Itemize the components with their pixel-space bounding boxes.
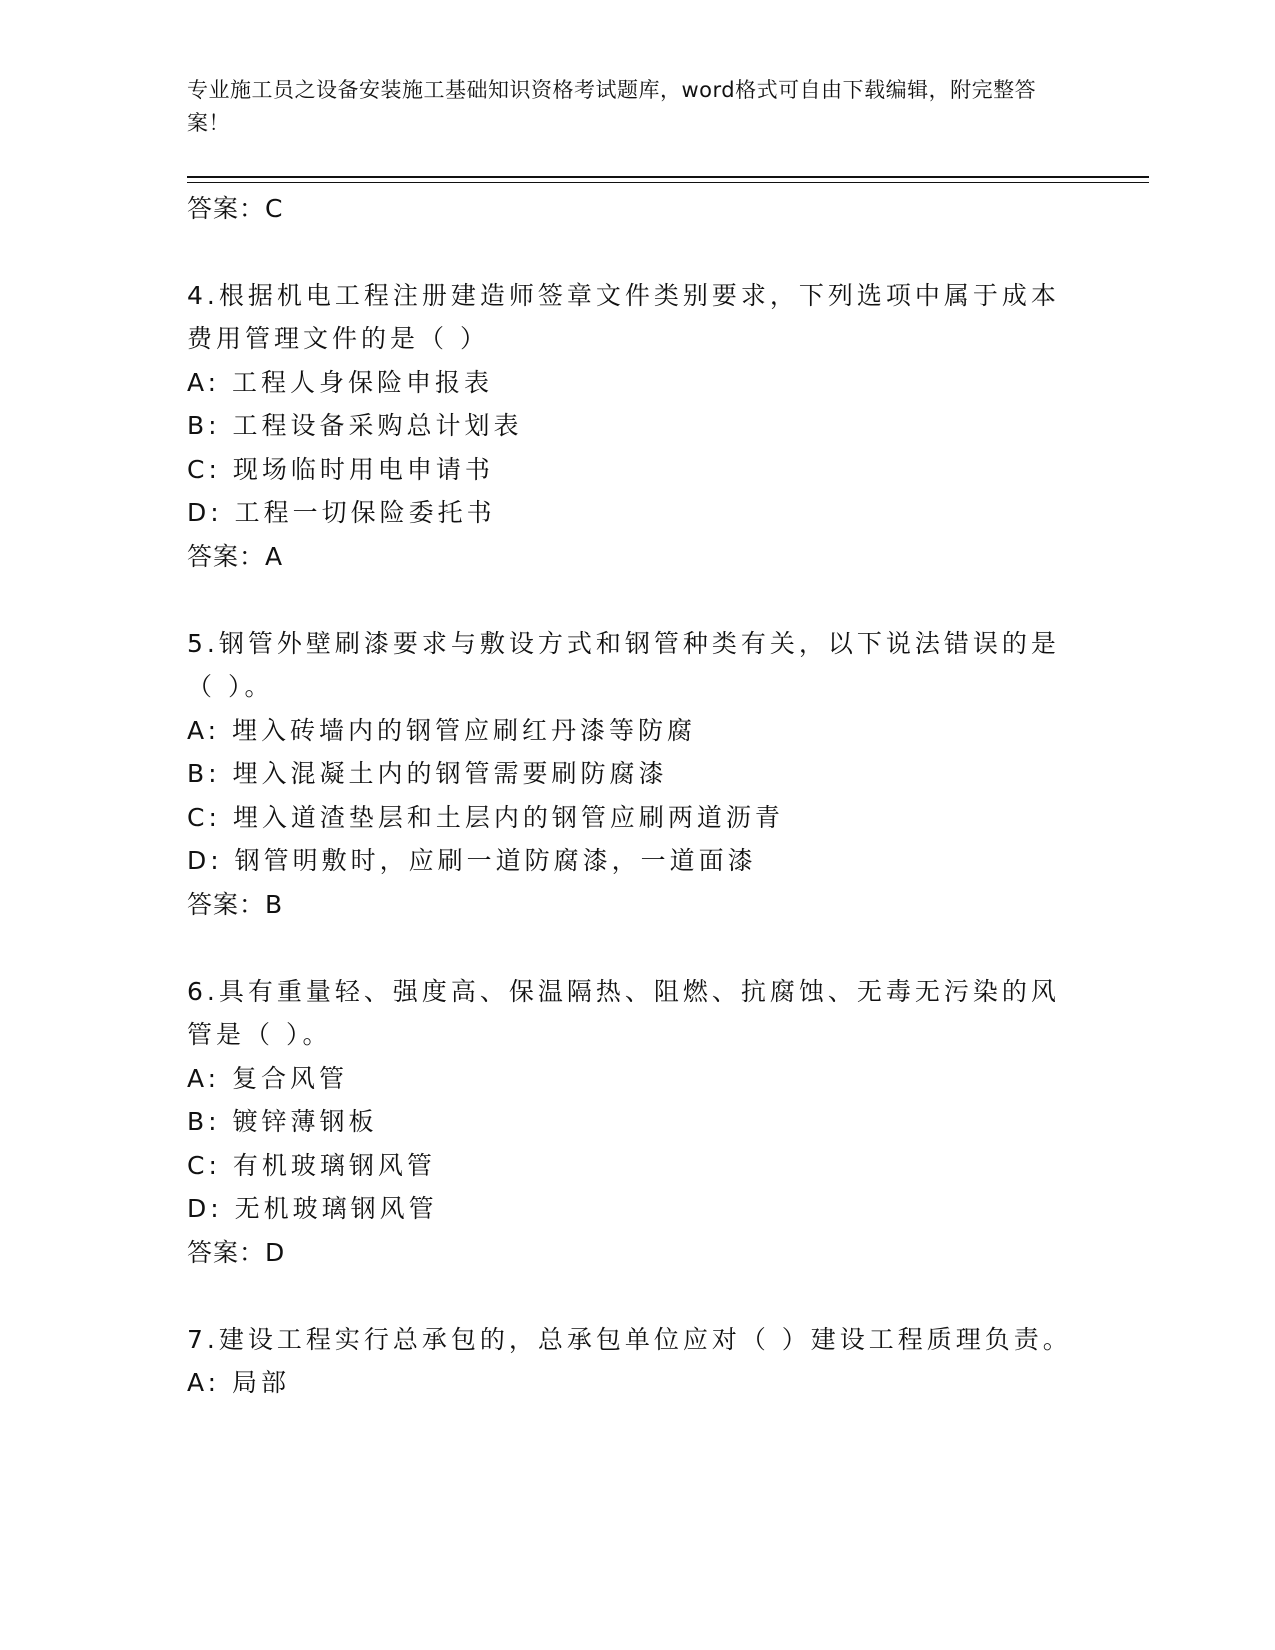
question-4-stem-line1: 4.根据机电工程注册建造师签章文件类别要求，下列选项中属于成本 xyxy=(187,281,1060,310)
question-6-option-b: B: 镀锌薄钢板 xyxy=(187,1107,378,1136)
question-5-option-d: D: 钢管明敷时，应刷一道防腐漆，一道面漆 xyxy=(187,846,757,875)
question-5-option-b: B: 埋入混凝土内的钢管需要刷防腐漆 xyxy=(187,759,668,788)
question-5-option-a: A: 埋入砖墙内的钢管应刷红丹漆等防腐 xyxy=(187,716,697,745)
question-6-stem-line2: 管是（ ）。 xyxy=(187,1020,332,1049)
question-6-option-d: D: 无机玻璃钢风管 xyxy=(187,1194,438,1223)
question-4-option-c: C: 现场临时用电申请书 xyxy=(187,455,494,484)
question-4-option-d: D: 工程一切保险委托书 xyxy=(187,498,496,527)
question-4-option-a: A: 工程人身保险申报表 xyxy=(187,368,494,397)
question-5-answer: 答案：B xyxy=(187,890,284,919)
question-4-option-b: B: 工程设备采购总计划表 xyxy=(187,411,523,440)
question-4-answer: 答案：A xyxy=(187,542,284,571)
question-6-option-c: C: 有机玻璃钢风管 xyxy=(187,1151,436,1180)
page-header: 专业施工员之设备安装施工基础知识资格考试题库，word格式可自由下载编辑，附完整答案！ xyxy=(187,78,1037,135)
question-7-option-a: A: 局部 xyxy=(187,1368,291,1397)
question-5-stem-line2: （ ）。 xyxy=(187,672,274,701)
question-6-option-a: A: 复合风管 xyxy=(187,1064,349,1093)
header-divider-thin xyxy=(187,182,1149,183)
header-divider-thick xyxy=(187,176,1149,178)
previous-answer: 答案：C xyxy=(187,194,284,223)
question-6-answer: 答案：D xyxy=(187,1238,286,1267)
question-6-stem-line1: 6.具有重量轻、强度高、保温隔热、阻燃、抗腐蚀、无毒无污染的风 xyxy=(187,977,1060,1006)
question-4-stem-line2: 费用管理文件的是（ ） xyxy=(187,324,489,353)
question-7-stem-line1: 7.建设工程实行总承包的，总承包单位应对（ ）建设工程质理负责。 xyxy=(187,1325,1072,1354)
question-5-option-c: C: 埋入道渣垫层和土层内的钢管应刷两道沥青 xyxy=(187,803,784,832)
question-5-stem-line1: 5.钢管外壁刷漆要求与敷设方式和钢管种类有关，以下说法错误的是 xyxy=(187,629,1060,658)
